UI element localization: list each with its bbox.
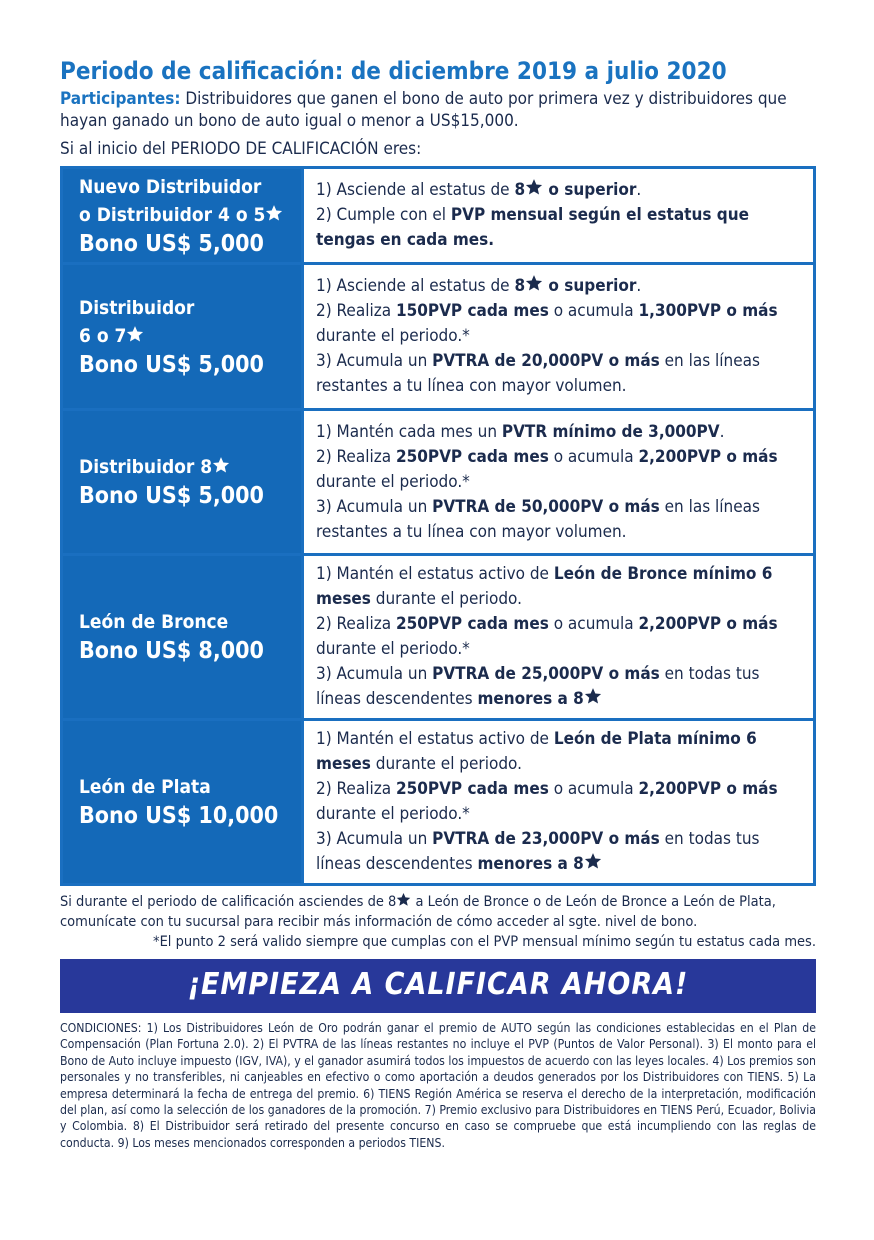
level-bonus: Bono US$ 5,000 bbox=[79, 351, 264, 378]
requirement-item: 2) Cumple con el PVP mensual según el estatus que tengas en cada mes. bbox=[316, 205, 749, 250]
requirement-item: 1) Mantén cada mes un PVTR mínimo de 3,000PV. bbox=[316, 421, 725, 442]
requirements-cell bbox=[303, 720, 815, 885]
level-name: León de Bronce bbox=[79, 611, 229, 633]
requirement-item: 1) Asciende al estatus de 8 o superior. bbox=[316, 276, 642, 296]
level-bonus: Bono US$ 5,000 bbox=[79, 230, 264, 257]
requirement-item: 2) Realiza 250PVP cada mes o acumula 2,200PVP o más durante el periodo.* bbox=[316, 446, 778, 492]
notes bbox=[60, 892, 816, 952]
requirement-item: 2) Realiza 250PVP cada mes o acumula 2,200PVP o más durante el periodo.* bbox=[316, 614, 778, 659]
star-icon bbox=[525, 178, 543, 196]
requirement-item: 1) Mantén el estatus activo de León de Bronce mínimo 6 meses durante el periodo. bbox=[316, 564, 773, 609]
level-cell bbox=[62, 168, 303, 264]
cta-banner: ¡EMPIEZA A CALIFICAR AHORA! bbox=[60, 959, 816, 1013]
participants-description: Distribuidores que ganen el bono de auto por primera vez y distribuidores que hayan ganado un bono de auto igual o menor a US$15,000. bbox=[60, 89, 787, 131]
participants-label: Participantes: bbox=[60, 89, 181, 109]
star-icon bbox=[265, 204, 283, 222]
levels-table bbox=[60, 166, 816, 886]
star-icon bbox=[396, 892, 411, 907]
level-bonus: Bono US$ 10,000 bbox=[79, 803, 279, 829]
page-title: Periodo de calificación: de diciembre 2019 a julio 2020 bbox=[60, 57, 727, 85]
level-row bbox=[62, 168, 815, 264]
level-bonus: Bono US$ 8,000 bbox=[79, 638, 264, 664]
level-name: Distribuidor 8 bbox=[79, 453, 291, 481]
level-row bbox=[62, 264, 815, 410]
requirement-item: 3) Acumula un PVTRA de 25,000PV o más en todas tus líneas descendentes menores a 8 bbox=[316, 664, 760, 709]
requirement-item: 2) Realiza 150PVP cada mes o acumula 1,300PVP o más durante el periodo.* bbox=[316, 301, 778, 346]
level-bonus: Bono US$ 5,000 bbox=[79, 483, 264, 509]
requirements-cell bbox=[303, 555, 815, 720]
star-icon bbox=[212, 456, 230, 474]
level-row bbox=[62, 555, 815, 720]
level-row bbox=[62, 720, 815, 885]
note-bonus-upgrade: Si durante el periodo de calificación asciendes de 8 a León de Bronce o de León de Bronce a León de Plata, comunícate con tu sucursal para recibir más información de cómo acceder al sgte. nivel de bono. bbox=[60, 894, 776, 930]
level-name: Nuevo Distribuidor o Distribuidor 4 o 5 bbox=[79, 173, 291, 229]
level-name: León de Plata bbox=[79, 776, 211, 798]
requirements-cell bbox=[303, 264, 815, 410]
level-row bbox=[62, 410, 815, 555]
level-cell bbox=[62, 720, 303, 885]
flyer bbox=[60, 56, 816, 1151]
level-cell bbox=[62, 410, 303, 555]
requirements-cell bbox=[303, 168, 815, 264]
intro-text: Si al inicio del PERIODO DE CALIFICACIÓN eres: bbox=[60, 139, 422, 159]
star-icon bbox=[525, 274, 543, 292]
participants-text bbox=[60, 88, 816, 132]
star-icon bbox=[584, 852, 602, 870]
requirement-item: 1) Mantén el estatus activo de León de Plata mínimo 6 meses durante el periodo. bbox=[316, 729, 757, 774]
level-cell bbox=[62, 264, 303, 410]
conditions-text: CONDICIONES: 1) Los Distribuidores León de Oro podrán ganar el premio de AUTO según las condiciones establecidas en el Plan de Compensación (Plan Fortuna 2.0). 2) El PVTRA de las líneas restantes no incluye el PVP (Puntos de Valor Personal). 3) El monto para el Bono de Auto incluye impuesto (IGV, IVA), y el ganador asumirá todos los impuestos de acuerdo con las leyes locales. 4) Los premios son personales y no transferibles, ni canjeables en efectivo o como aportación a deudos generados por los Distribuidores con TIENS. 5) La empresa determinará la fecha de entrega del premio. 6) TIENS Región América se reserva el derecho de la interpretación, modificación del plan, así como la selección de los ganadores de la promoción. 7) Premio exclusivo para Distribuidores en TIENS Perú, Ecuador, Bolivia y Colombia. 8) El Distribuidor será retirado del presente concurso en caso se compruebe que está incumpliendo con las reglas de conducta. 9) Los meses mencionados corresponden a periodos TIENS. bbox=[60, 1021, 816, 1150]
level-cell bbox=[62, 555, 303, 720]
requirement-item: 1) Asciende al estatus de 8 o superior. bbox=[316, 180, 642, 200]
requirement-item: 3) Acumula un PVTRA de 20,000PV o más en las líneas restantes a tu línea con mayor volumen. bbox=[316, 351, 760, 396]
star-icon bbox=[584, 687, 602, 705]
note-point-two: *El punto 2 será valido siempre que cumplas con el PVP mensual mínimo según tu estatus cada mes. bbox=[153, 934, 816, 950]
requirement-item: 3) Acumula un PVTRA de 50,000PV o más en las líneas restantes a tu línea con mayor volumen. bbox=[316, 496, 760, 542]
level-name: Distribuidor 6 o 7 bbox=[79, 296, 195, 347]
requirement-item: 2) Realiza 250PVP cada mes o acumula 2,200PVP o más durante el periodo.* bbox=[316, 779, 778, 824]
requirements-cell bbox=[303, 410, 815, 555]
requirement-item: 3) Acumula un PVTRA de 23,000PV o más en todas tus líneas descendentes menores a 8 bbox=[316, 829, 760, 874]
star-icon bbox=[126, 325, 144, 343]
